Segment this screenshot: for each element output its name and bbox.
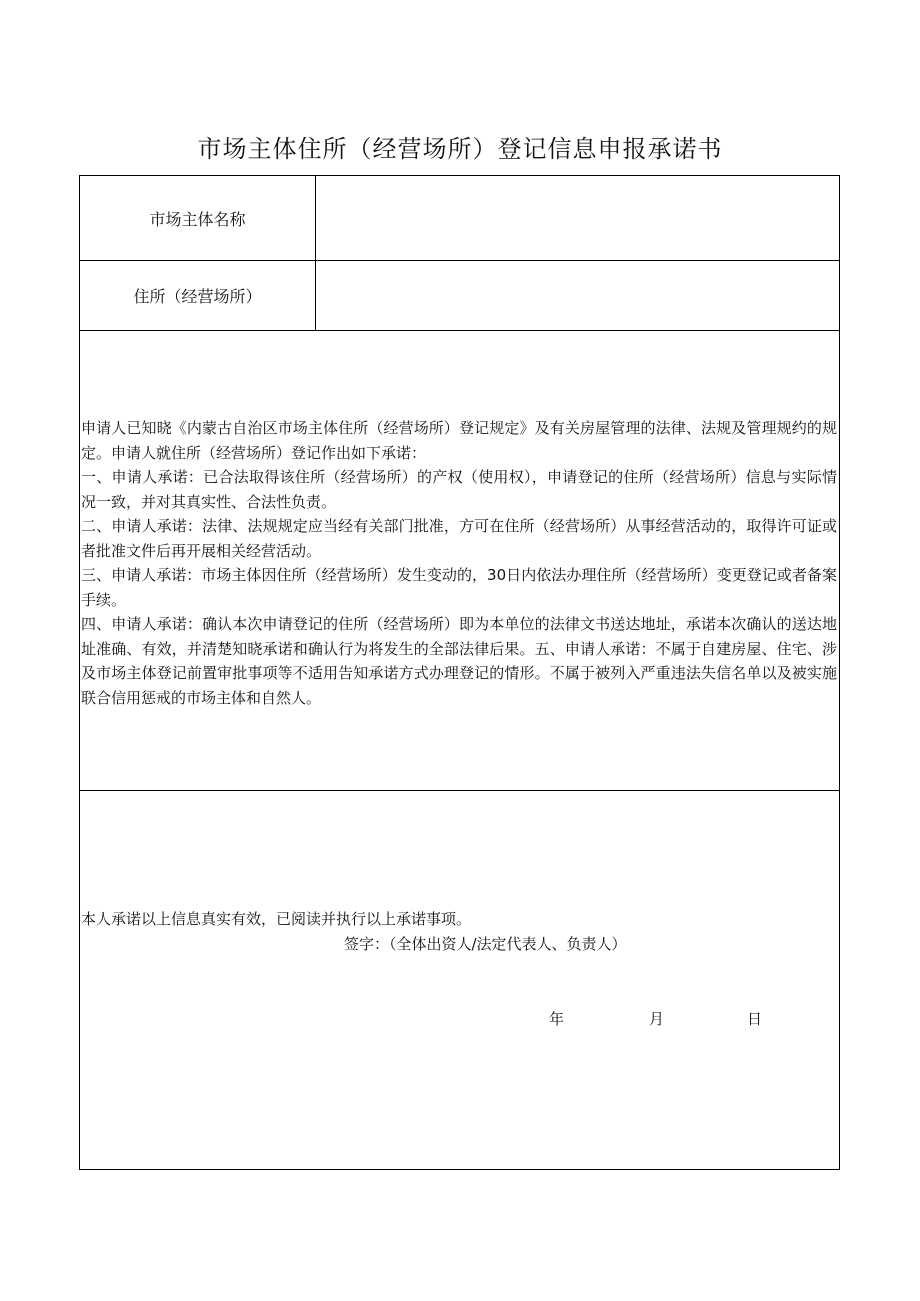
entity-name-row bbox=[80, 176, 839, 261]
commitment-item-3: 三、申请人承诺：市场主体因住所（经营场所）发生变动的，30日内依法办理住所（经营场所）变更登记或者备案手续。 bbox=[81, 566, 837, 609]
document-title: 市场主体住所（经营场所）登记信息申报承诺书 bbox=[197, 135, 723, 163]
signature-statement: 本人承诺以上信息真实有效，已阅读并执行以上承诺事项。 bbox=[81, 910, 472, 928]
commitment-section bbox=[80, 331, 839, 791]
commitment-item-2: 二、申请人承诺：法律、法规规定应当经有关部门批准，方可在住所（经营场所）从事经营活动的，取得许可证或者批准文件后再开展相关经营活动。 bbox=[81, 517, 837, 560]
commitment-item-1: 一、申请人承诺：已合法取得该住所（经营场所）的产权（使用权），申请登记的住所（经营场所）信息与实际情况一致，并对其真实性、合法性负责。 bbox=[81, 468, 837, 511]
address-field[interactable] bbox=[316, 261, 839, 330]
commitment-item-4-5: 四、申请人承诺：确认本次申请登记的住所（经营场所）即为本单位的法律文书送达地址，承诺本次确认的送达地址准确、有效，并清楚知晓承诺和确认行为将发生的全部法律后果。五、申请人承诺：不属于自建房屋、住宅、涉及市场主体登记前置审批事项等不适用告知承诺方式办理登记的情形。不属于被列入严重违法失信名单以及被实施联合信用惩戒的市场主体和自然人。 bbox=[81, 615, 837, 707]
commitment-intro: 申请人已知晓《内蒙古自治区市场主体住所（经营场所）登记规定》及有关房屋管理的法律、法规及管理规约的规定。申请人就住所（经营场所）登记作出如下承诺： bbox=[81, 419, 837, 462]
date-year-label: 年 bbox=[549, 1010, 565, 1028]
entity-name-label: 市场主体名称 bbox=[80, 176, 316, 260]
commitment-form-table bbox=[79, 175, 840, 1170]
date-day-label: 日 bbox=[747, 1010, 763, 1028]
commitment-text bbox=[81, 416, 837, 710]
signature-field[interactable]: 签字：（全体出资人/法定代表人、负责人） bbox=[344, 935, 627, 953]
date-month-label: 月 bbox=[649, 1010, 665, 1028]
entity-name-field[interactable] bbox=[316, 176, 839, 260]
signature-section bbox=[80, 791, 839, 1169]
address-row bbox=[80, 261, 839, 331]
address-label: 住所（经营场所） bbox=[80, 261, 316, 330]
